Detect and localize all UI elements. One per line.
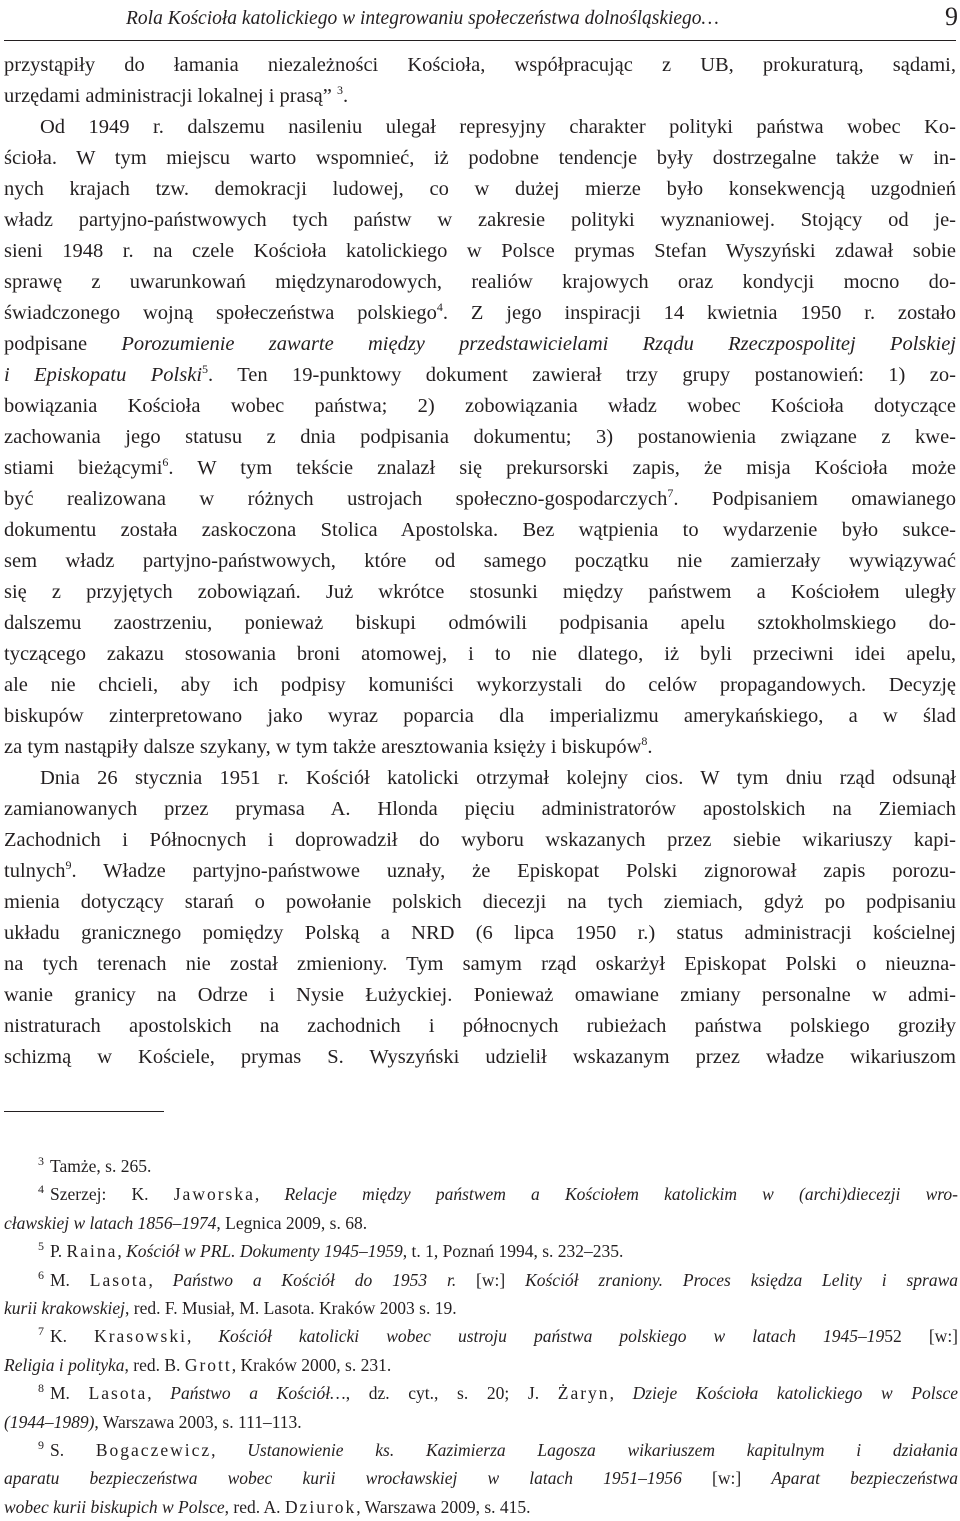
- text-run: sieni 1948 r. na czele Kościoła katolickiego w Polsce prymas Stefan Wyszyński zdawał sobie: [4, 240, 956, 262]
- running-title: Rola Kościoła katolickiego w integrowaniu społeczeństwa dolnośląskiego…: [126, 8, 719, 29]
- italic-text: Ustanowienie ks. Kazimierza Lagosza wikariuszem kapitulnym i działania: [247, 1439, 959, 1460]
- footnote-number: 9: [38, 1437, 44, 1452]
- text-run: wanie granicy na Odrze i Nysie Łużyckiej. Ponieważ omawiane zmiany personalne w admi-: [4, 984, 956, 1006]
- text-line: [4, 143, 956, 174]
- text-run: zachowania jego statusu z dnia podpisania dokumentu; 3) postanowienia związane z kwe-: [4, 426, 956, 448]
- spaced-author-name: Grott: [184, 1354, 232, 1375]
- italic-text: Kościół w PRL. Dokumenty 1945–1959: [126, 1241, 403, 1262]
- spaced-author-name: Lasota: [88, 1383, 148, 1404]
- text-run: P.: [50, 1241, 67, 1262]
- italic-text: Państwo a Kościół do 1953 r.: [172, 1269, 457, 1290]
- footnote-number: 8: [38, 1381, 44, 1396]
- text-run: ,: [609, 1383, 633, 1404]
- italic-text: Dzieje Kościoła katolickiego w Polsce: [632, 1383, 959, 1404]
- text-run: ,: [254, 1184, 285, 1205]
- text-run: M.: [50, 1383, 89, 1404]
- italic-text: i Episkopatu Polski: [4, 364, 203, 386]
- text-line: [4, 236, 956, 267]
- text-run: nych krajach tzw. demokracji ludowej, co w dużej mierze było konsekwencją uzgodnień: [4, 178, 956, 200]
- text-run: .: [647, 736, 653, 758]
- footnote-line: [4, 1322, 958, 1350]
- text-run: stiami bieżącymi: [4, 457, 163, 479]
- footnote-separator: [4, 1111, 164, 1112]
- footnote-line: [4, 1294, 958, 1322]
- text-run: sprawę z uwarunkowań międzynarodowych, realiów krajowych oraz kondycji mocno do-: [4, 271, 956, 293]
- text-run: ale nie chcieli, aby ich podpisy komuniści wykorzystali do celów propagandowych. Decyzję: [4, 674, 956, 696]
- header-rule: [4, 40, 956, 41]
- text-run: , Warszawa 2003, s. 111–113.: [94, 1411, 302, 1432]
- footnote-number: 3: [38, 1154, 44, 1168]
- footnote-line: [4, 1209, 958, 1237]
- text-line: [4, 1042, 956, 1073]
- text-line: [4, 980, 956, 1011]
- footnote-reference: 5: [202, 362, 209, 376]
- text-run: ścioła. W tym miejscu warto wspomnieć, iż podobne tendencje były dostrzegalne także w in-: [4, 147, 956, 169]
- text-line: [4, 918, 956, 949]
- spaced-author-name: Dziurok: [284, 1496, 357, 1517]
- text-run: M.: [50, 1269, 90, 1290]
- text-run: , Warszawa 2009, s. 415.: [356, 1496, 531, 1517]
- text-line: [4, 639, 956, 670]
- footnote-reference: 8: [641, 734, 648, 748]
- footnote-line: [4, 1464, 958, 1492]
- text-run: [w:]: [681, 1468, 772, 1489]
- text-line: [4, 825, 956, 856]
- footnote-line: [4, 1351, 958, 1379]
- text-run: być realizowana w różnych ustrojach społeczno-gospodarczych: [4, 488, 668, 510]
- text-line: [4, 298, 956, 329]
- text-run: tyczącego zakazu stosowania broni atomowej, i to nie dlatego, iż byli przeciwni idei apelu,: [4, 643, 956, 665]
- italic-text: Państwo a Kościół…: [170, 1383, 346, 1404]
- text-line: [4, 949, 956, 980]
- text-line: [4, 329, 956, 360]
- text-run: przystąpiły do łamania niezależności Kościoła, współpracując z UB, prokuraturą, sądami,: [4, 54, 956, 76]
- text-run: . Ten 19-punktowy dokument zawierał trzy grupy postanowień: 1) zo-: [208, 364, 956, 386]
- text-run: K.: [50, 1326, 95, 1347]
- footnote-number: 6: [38, 1267, 44, 1282]
- text-run: układu granicznego pomiędzy Polską a NRD (6 lipca 1950 r.) status administracji kościelnej: [4, 922, 956, 944]
- text-run: na tych terenach nie został zmieniony. Tym samym rząd oskarżył Episkopat Polski o nieuzna-: [4, 953, 956, 975]
- text-line: [4, 763, 956, 794]
- text-run: , red. B.: [124, 1354, 185, 1375]
- text-line: [4, 112, 956, 143]
- text-line: [4, 1011, 956, 1042]
- footnote-reference: 3: [337, 83, 343, 97]
- text-run: podpisane: [4, 333, 122, 355]
- text-line: [4, 887, 956, 918]
- italic-text: wobec kurii biskupich w Polsce: [4, 1496, 225, 1517]
- text-line: [4, 701, 956, 732]
- text-run: Dnia 26 stycznia 1951 r. Kościół katolicki otrzymał kolejny cios. W tym dniu rząd odsunął: [40, 767, 956, 789]
- text-run: dalszemu zaostrzeniu, ponieważ biskupi odmówili podpisania apelu sztokholmskiego do-: [4, 612, 956, 634]
- text-run: .: [343, 85, 349, 107]
- italic-text: (1944–1989): [4, 1411, 95, 1432]
- text-run: mienia dotyczący starań o powołanie polskich diecezji na tych ziemiach, gdyż po podpisaniu: [4, 891, 956, 913]
- text-run: dokumentu została zaskoczona Stolica Apostolska. Bez wątpienia to wydarzenie było sukce-: [4, 519, 956, 541]
- body-text: [4, 50, 956, 1073]
- text-run: ,: [211, 1439, 248, 1460]
- text-run: Szerzej: K.: [50, 1184, 174, 1205]
- footnote-line: [4, 1408, 958, 1436]
- text-run: Tamże, s. 265.: [50, 1156, 152, 1176]
- text-line: [4, 794, 956, 825]
- footnote-reference: 9: [65, 858, 72, 872]
- text-run: władz partyjno-państwowych tych państw w zakresie polityki wyznaniowej. Stojący od je-: [4, 209, 956, 231]
- text-run: , dz. cyt., s. 20; J.: [345, 1383, 558, 1404]
- spaced-author-name: Lasota: [89, 1269, 149, 1290]
- text-run: , t. 1, Poznań 1994, s. 232–235.: [402, 1241, 624, 1262]
- text-line: [4, 856, 956, 887]
- text-run: . Władze partyjno-państwowe uznały, że Episkopat Polski zignorował zapis porozu-: [71, 860, 956, 882]
- text-run: tulnych: [4, 860, 66, 882]
- text-run: [w:]: [456, 1269, 526, 1290]
- text-run: świadczonego wojną społeczeństwa polskiego: [4, 302, 437, 324]
- italic-text: Aparat bezpieczeństwa: [771, 1468, 959, 1489]
- text-line: [4, 81, 956, 112]
- text-run: urzędami administracji lokalnej i prasą”: [4, 85, 337, 107]
- text-line: [4, 50, 956, 81]
- footnote-number: 5: [38, 1239, 44, 1254]
- text-run: nistraturach apostolskich na zachodnich i północnych rubieżach państwa polskiego groziły: [4, 1015, 956, 1037]
- text-run: S.: [50, 1439, 96, 1460]
- text-line: [4, 267, 956, 298]
- text-run: 52 [w:]: [884, 1326, 959, 1347]
- text-line: [4, 670, 956, 701]
- footnote-number: 7: [38, 1324, 44, 1339]
- text-line: [4, 484, 956, 515]
- italic-text: aparatu bezpieczeństwa wobec kurii wrocławskiej w latach 1951–1956: [4, 1468, 682, 1489]
- running-header: [0, 0, 960, 40]
- text-run: ,: [186, 1326, 219, 1347]
- text-line: [4, 174, 956, 205]
- italic-text: Kościół katolicki wobec ustroju państwa polskiego w latach 1945–19: [218, 1326, 885, 1347]
- text-run: . W tym tekście znalazł się prekursorski zapis, że misja Kościoła może: [168, 457, 957, 479]
- text-run: , Legnica 2009, s. 68.: [216, 1212, 368, 1233]
- footnote-reference: 6: [162, 455, 169, 469]
- italic-text: kurii krakowskiej: [4, 1297, 126, 1318]
- text-line: [4, 608, 956, 639]
- spaced-author-name: Krasowski: [94, 1326, 187, 1347]
- footnote-line: [4, 1180, 958, 1208]
- footnote-reference: 4: [436, 300, 443, 314]
- text-run: Zachodnich i Północnych i doprowadził do wyboru wskazanych przez siebie wikariuszy kapi-: [4, 829, 956, 851]
- page-number: 9: [945, 2, 958, 31]
- text-run: za tym nastąpiły dalsze szykany, w tym także aresztowania księży i biskupów: [4, 736, 642, 758]
- spaced-author-name: Raina: [66, 1241, 118, 1262]
- footnote-line: [4, 1237, 958, 1265]
- text-line: [4, 360, 956, 391]
- spaced-author-name: Żaryn: [557, 1383, 610, 1404]
- text-run: sem władz partyjno-państwowych, które od samego początku nie zamierzały wywiązywać: [4, 550, 956, 572]
- text-run: się z przyjętych zobowiązań. Już wkrótce stosunki między państwem a Kościołem uległy: [4, 581, 956, 603]
- footnote-line: [4, 1379, 958, 1407]
- text-run: , red. A.: [224, 1496, 285, 1517]
- text-run: , red. F. Musiał, M. Lasota. Kraków 2003 s. 19.: [125, 1297, 457, 1318]
- text-run: ,: [148, 1269, 173, 1290]
- text-line: [4, 732, 956, 763]
- text-line: [4, 391, 956, 422]
- text-run: , Kraków 2000, s. 231.: [231, 1354, 392, 1375]
- text-run: ,: [147, 1383, 171, 1404]
- text-run: . Z jego inspiracji 14 kwietnia 1950 r. zostało: [442, 302, 956, 324]
- text-run: Od 1949 r. dalszemu nasileniu ulegał represyjny charakter polityki państwa wobec Ko-: [40, 116, 956, 138]
- text-run: ,: [117, 1241, 127, 1262]
- italic-text: Kościół zraniony. Proces księdza Lelity i sprawa: [525, 1269, 959, 1290]
- spaced-author-name: Bogaczewicz: [95, 1439, 212, 1460]
- italic-text: cławskiej w latach 1856–1974: [4, 1212, 217, 1233]
- text-line: [4, 205, 956, 236]
- text-line: [4, 515, 956, 546]
- italic-text: Religia i polityka: [4, 1354, 125, 1375]
- italic-text: Porozumienie zawarte między przedstawicielami Rządu Rzeczpospolitej Polskiej: [121, 333, 957, 355]
- text-run: biskupów zinterpretowano jako wyraz poparcia dla imperializmu amerykańskiego, a w ślad: [4, 705, 956, 727]
- footnote-number: 4: [38, 1182, 44, 1197]
- footnote-line: [4, 1436, 958, 1464]
- spaced-author-name: Jaworska: [173, 1184, 255, 1205]
- text-run: . Podpisaniem omawianego: [673, 488, 956, 510]
- text-run: zamianowanych przez prymasa A. Hlonda pięciu administratorów apostolskich na Ziemiach: [4, 798, 956, 820]
- footnotes: [4, 1152, 958, 1521]
- footnote-line: [4, 1266, 958, 1294]
- footnote-reference: 7: [667, 486, 674, 500]
- text-line: [4, 453, 956, 484]
- text-run: bowiązania Kościoła wobec państwa; 2) zobowiązania władz wobec Kościoła dotyczące: [4, 395, 956, 417]
- text-line: [4, 577, 956, 608]
- text-run: schizmą w Kościele, prymas S. Wyszyński udzielił wskazanym przez władze wikariuszom: [4, 1046, 956, 1068]
- italic-text: Relacje między państwem a Kościołem katolickim w (archi)diecezji wro-: [284, 1184, 958, 1205]
- text-line: [4, 546, 956, 577]
- text-line: [4, 422, 956, 453]
- footnote-line: [4, 1152, 958, 1180]
